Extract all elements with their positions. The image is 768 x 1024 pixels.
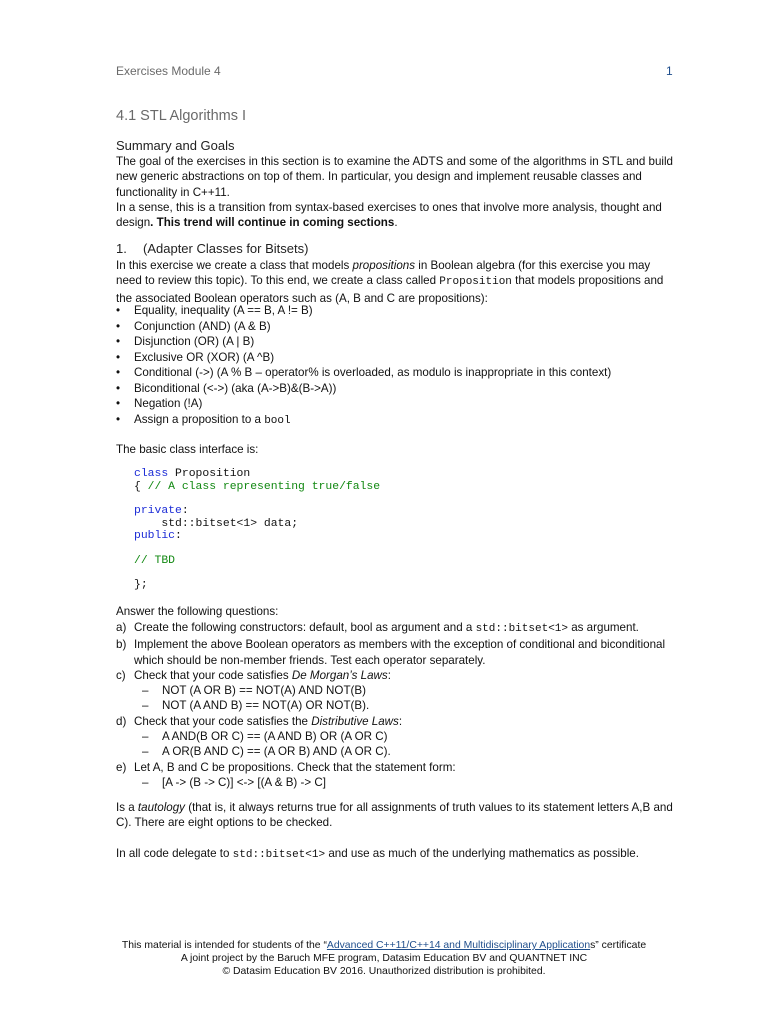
question-text: Check that your code satisfies — [134, 668, 292, 682]
exercise-title: (Adapter Classes for Bitsets) — [143, 241, 309, 256]
question-e — [116, 760, 676, 791]
footer-text: s” certificate — [590, 940, 647, 951]
intro-italic: propositions — [352, 259, 416, 272]
footer-line-1 — [84, 939, 684, 952]
question-d-items — [134, 729, 676, 760]
summary-paragraph — [116, 154, 676, 230]
list-item: – NOT (A AND B) == NOT(A) OR NOT(B). — [134, 698, 676, 713]
summary-heading: Summary and Goals — [116, 138, 235, 153]
question-italic: Distributive Laws — [311, 714, 399, 728]
question-label: a) — [116, 621, 127, 634]
intro-text-c: that models propositions and the associated Boolean operators such as (A, B and C are propositions): — [116, 274, 664, 305]
tautology-text-b: (that is, it always returns true for all assignments of truth values to its statement letters A,B and C). There are eight options to be checked. — [116, 801, 673, 830]
delegate-paragraph — [116, 846, 676, 863]
question-e-items — [134, 775, 676, 790]
question-a — [116, 620, 676, 637]
question-d — [116, 714, 676, 760]
question-c-items — [134, 683, 676, 714]
list-item: – [A -> (B -> C)] <-> [(A & B) -> C] — [134, 775, 676, 790]
intro-code-proposition: Proposition — [439, 276, 512, 289]
list-item: – NOT (A OR B) == NOT(A) AND NOT(B) — [134, 683, 676, 698]
code-comment: // A class representing true/false — [147, 481, 381, 493]
list-item: • Negation (!A) — [116, 396, 676, 412]
summary-para2-start: In a sense, this is a transition from syntax-based exercises to ones that involve more analysis, thought and design — [116, 200, 662, 230]
summary-para1: The goal of the exercises in this section is to examine the ADTS and some of the algorithms in STL and build new generic abstractions on top of them. In particular, you design and implement reusable classes and functionality in C++11. — [116, 155, 674, 199]
question-label: c) — [116, 668, 126, 682]
exercise-number: 1. — [116, 241, 127, 256]
code-line-7: }; — [134, 579, 148, 591]
question-c — [116, 668, 676, 714]
question-text-end: as argument. — [568, 621, 639, 634]
delegate-text-b: and use as much of the underlying mathematics as possible. — [325, 847, 639, 860]
delegate-text-a: In all code delegate to — [116, 847, 233, 860]
footer-text: This material is intended for students of the “ — [121, 940, 327, 951]
code-colon: : — [175, 530, 182, 542]
question-text: Implement the above Boolean operators as members with the exception of conditional and biconditional which should be non-member friends. Test each operator separately. — [134, 638, 666, 667]
summary-para2-end: . — [394, 216, 398, 230]
list-item: • Exclusive OR (XOR) (A ^B) — [116, 350, 676, 366]
page-footer — [84, 939, 684, 978]
question-label: d) — [116, 714, 127, 728]
intro-text-b: in Boolean algebra (for this exercise you may need to review this topic). To this end, we create a class called — [116, 259, 651, 288]
questions-intro: Answer the following questions: — [116, 605, 279, 618]
code-keyword-public: public — [134, 530, 176, 542]
list-item: – A AND(B OR C) == (A AND B) OR (A OR C) — [134, 729, 676, 744]
code-comment-tbd: // TBD — [134, 555, 176, 567]
question-text: Create the following constructors: default, bool as argument and a — [134, 621, 476, 634]
question-text-end: : — [398, 714, 403, 728]
bullet-last-code: bool — [264, 414, 291, 427]
code-line-4: std::bitset<1> data; — [134, 518, 299, 530]
summary-para2-bold: . This trend will continue in coming sections — [150, 216, 395, 230]
questions-list — [116, 620, 676, 790]
list-item: • Conjunction (AND) (A & B) — [116, 319, 676, 335]
question-text-end: : — [387, 668, 391, 682]
code-line-3 — [134, 505, 189, 517]
question-text: Let A, B and C be propositions. Check that the statement form: — [134, 760, 456, 774]
list-item: • Equality, inequality (A == B, A != B) — [116, 303, 676, 319]
list-item: – A OR(B AND C) == (A OR B) AND (A OR C). — [134, 744, 676, 759]
delegate-code: std::bitset<1> — [232, 849, 326, 861]
exercise-intro — [116, 258, 676, 306]
question-b — [116, 637, 676, 668]
tautology-paragraph — [116, 800, 676, 831]
running-header-title: Exercises Module 4 — [116, 64, 221, 78]
code-line-5 — [134, 530, 182, 542]
bullet-last-text: Assign a proposition to a — [134, 412, 265, 426]
operator-bullet-list — [116, 303, 676, 427]
intro-text-a: In this exercise we create a class that models — [116, 259, 353, 272]
question-label: e) — [116, 760, 127, 774]
code-brace: { — [134, 481, 148, 493]
interface-intro: The basic class interface is: — [116, 443, 259, 456]
list-item — [116, 412, 676, 428]
footer-line-3: © Datasim Education BV 2016. Unauthorized distribution is prohibited. — [222, 966, 546, 977]
code-line-2 — [134, 481, 380, 493]
exercise-heading — [116, 241, 308, 256]
question-code: std::bitset<1> — [475, 623, 568, 635]
question-text: Check that your code satisfies the — [134, 714, 312, 728]
question-label: b) — [116, 638, 127, 652]
footer-line-2: A joint project by the Baruch MFE program, Datasim Education BV and QUANTNET INC — [180, 953, 588, 964]
page-number: 1 — [666, 64, 673, 78]
code-line-1 — [134, 468, 250, 480]
code-keyword-class: class — [134, 468, 169, 480]
code-line-6 — [134, 555, 175, 567]
code-keyword-private: private — [134, 505, 182, 517]
list-item: • Biconditional (<->) (aka (A->B)&(B->A)) — [116, 381, 676, 397]
question-italic: De Morgan’s Laws — [291, 668, 388, 682]
tautology-italic: tautology — [137, 801, 185, 814]
code-colon: : — [181, 505, 189, 517]
list-item: • Disjunction (OR) (A | B) — [116, 334, 676, 350]
section-title: 4.1 STL Algorithms I — [116, 108, 247, 124]
certificate-link[interactable]: Advanced C++11/C++14 and Multidisciplinary Application — [326, 940, 591, 951]
tautology-text-a: Is a — [116, 801, 138, 814]
list-item: • Conditional (->) (A % B – operator% is overloaded, as modulo is inappropriate in this context) — [116, 365, 676, 381]
code-class-name: Proposition — [168, 468, 251, 480]
